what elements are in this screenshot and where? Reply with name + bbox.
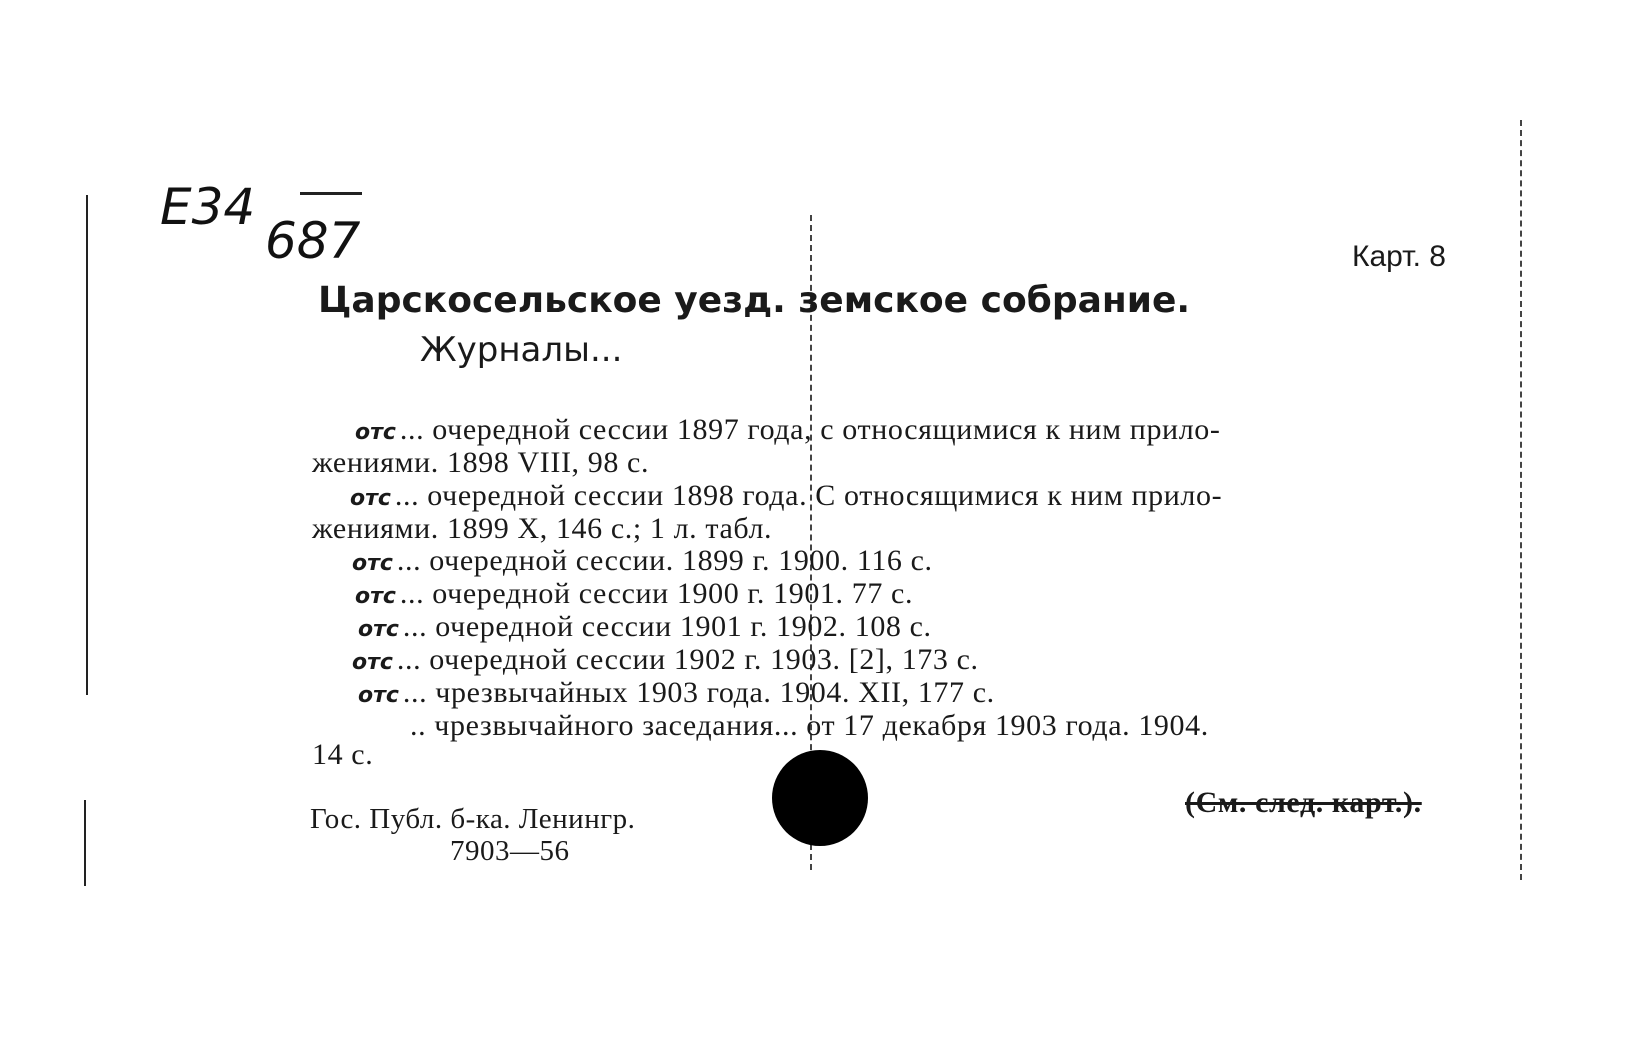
entry-stamp: отс xyxy=(355,584,396,609)
entry-line: ... очередной сессии 1897 года, с относящимися к ним прило- xyxy=(399,413,1221,446)
fold-line-right xyxy=(1520,120,1522,880)
entry-stamp: отс xyxy=(358,617,399,642)
shelfmark-bottom: 687 xyxy=(265,212,361,270)
list-item xyxy=(350,479,1222,513)
left-margin-line xyxy=(86,195,88,695)
entry-stamp: отс xyxy=(350,486,391,511)
entry-line: ... очередной сессии 1898 года. С относящимися к ним прило- xyxy=(394,479,1223,512)
entry-stamp: отс xyxy=(355,420,396,445)
entry-stamp: отс xyxy=(352,650,393,675)
list-item xyxy=(358,610,932,644)
punch-hole xyxy=(772,750,868,846)
list-item xyxy=(410,709,1209,743)
entry-line: ... очередной сессии 1900 г. 1901. 77 с. xyxy=(399,577,914,610)
list-item xyxy=(352,643,979,677)
entry-continuation: жениями. 1898 VIII, 98 с. xyxy=(312,446,650,479)
left-margin-line-lower xyxy=(84,800,86,886)
entry-line: ... чрезвычайных 1903 года. 1904. XII, 177 с. xyxy=(402,676,995,709)
entry-stamp: отс xyxy=(358,683,399,708)
card-label xyxy=(1352,240,1446,274)
entry-line: ... очередной сессии 1902 г. 1903. [2], 173 с. xyxy=(396,643,979,676)
list-item xyxy=(358,676,995,710)
entry-line: ... очередной сессии. 1899 г. 1900. 116 с. xyxy=(396,544,933,577)
card-number: 8 xyxy=(1429,240,1446,273)
card-subheading: Журналы... xyxy=(420,330,623,370)
card-label-text: Карт. xyxy=(1352,240,1421,273)
list-item xyxy=(355,577,913,611)
entry-stamp: отс xyxy=(352,551,393,576)
continuation-note: (См. след. карт.). xyxy=(1185,786,1422,819)
library-imprint: Гос. Публ. б-ка. Ленингр. xyxy=(310,803,636,835)
shelfmark-top: E34 xyxy=(160,178,256,236)
list-item xyxy=(352,544,933,578)
shelfmark-fraction-bar xyxy=(300,192,362,195)
entry-line: .. чрезвычайного заседания... от 17 декабря 1903 года. 1904. xyxy=(410,709,1209,742)
entry-continuation: жениями. 1899 X, 146 с.; 1 л. табл. xyxy=(312,512,773,545)
entry-continuation: 14 с. xyxy=(312,738,374,771)
list-item xyxy=(355,413,1220,447)
entry-line: ... очередной сессии 1901 г. 1902. 108 с. xyxy=(402,610,932,643)
print-code: 7903—56 xyxy=(450,835,570,867)
card-heading: Царскосельское уезд. земское собрание. xyxy=(318,280,1191,321)
